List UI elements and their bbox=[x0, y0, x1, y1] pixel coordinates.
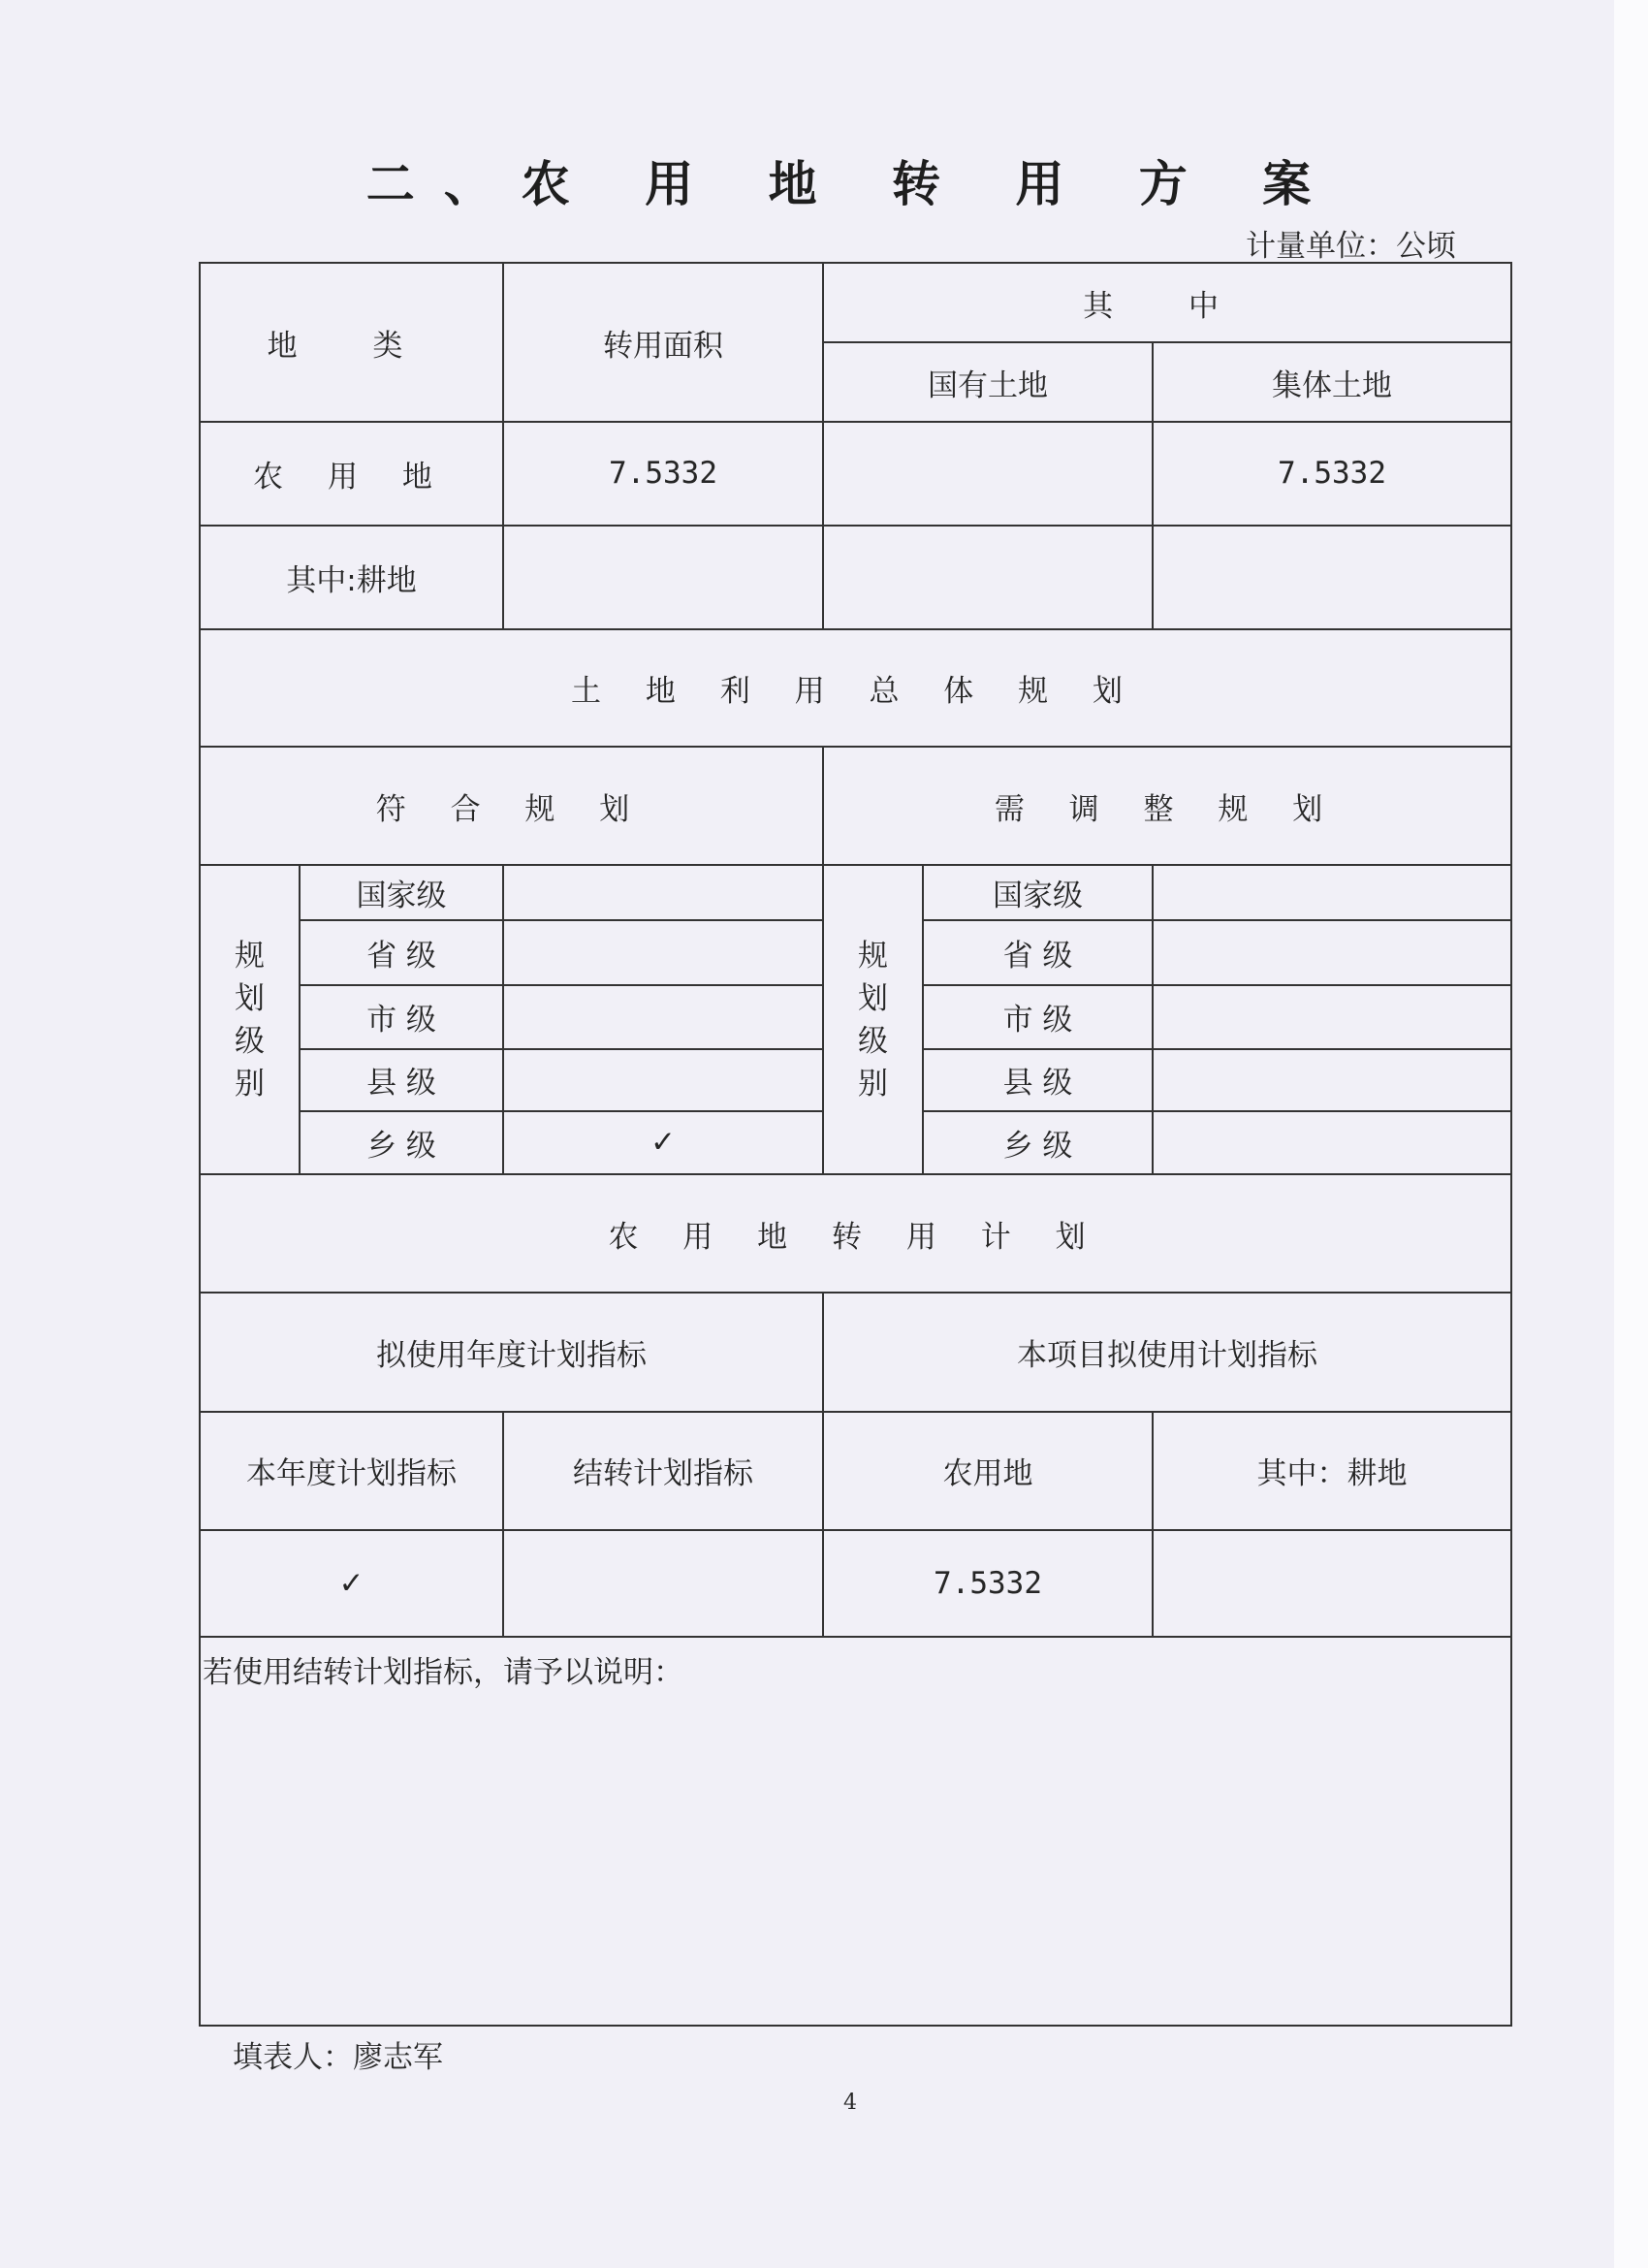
cultivated-conversion-area bbox=[503, 526, 823, 629]
agricultural-state-land bbox=[823, 422, 1153, 525]
carry-over-indicator-value bbox=[503, 1530, 823, 1637]
adjust-level-national: 国家级 bbox=[923, 865, 1153, 920]
adjust-level-township: 乡 级 bbox=[923, 1111, 1153, 1174]
header-row-1 bbox=[200, 263, 1511, 342]
adjust-mark-provincial bbox=[1153, 920, 1511, 984]
agricultural-collective-land: 7.5332 bbox=[1153, 422, 1511, 525]
agricultural-land-label: 农 用 地 bbox=[200, 422, 503, 525]
conforms-level-label: 规 划 级 别 bbox=[200, 865, 300, 1174]
project-agricultural-value: 7.5332 bbox=[823, 1530, 1153, 1637]
conforms-mark-provincial bbox=[503, 920, 823, 984]
note-row bbox=[200, 1637, 1511, 2026]
carry-over-note bbox=[200, 1637, 1511, 2026]
land-use-plan-heading-row bbox=[200, 629, 1511, 747]
this-year-indicator-label: 本年度计划指标 bbox=[200, 1412, 503, 1530]
document-title: 二、农 用 地 转 用 方 案 bbox=[365, 156, 1341, 212]
conforms-plan-heading: 符 合 规 划 bbox=[200, 747, 823, 865]
header-land-type: 地 类 bbox=[200, 263, 503, 422]
project-indicator-heading: 本项目拟使用计划指标 bbox=[823, 1293, 1511, 1411]
header-collective-land: 集体土地 bbox=[1153, 342, 1511, 422]
conforms-mark-county bbox=[503, 1049, 823, 1111]
adjust-level-provincial: 省 级 bbox=[923, 920, 1153, 984]
land-use-plan-heading: 土 地 利 用 总 体 规 划 bbox=[200, 629, 1511, 747]
agricultural-conversion-area: 7.5332 bbox=[503, 422, 823, 525]
conforms-level-national: 国家级 bbox=[300, 865, 503, 920]
cultivated-state-land bbox=[823, 526, 1153, 629]
adjust-mark-city bbox=[1153, 985, 1511, 1049]
conforms-mark-national bbox=[503, 865, 823, 920]
row-agricultural-land bbox=[200, 422, 1511, 525]
indicator-subheading-row bbox=[200, 1412, 1511, 1530]
conversion-plan-heading-row bbox=[200, 1174, 1511, 1293]
adjust-level-label: 规 划 级 别 bbox=[823, 865, 923, 1174]
row-cultivated-land bbox=[200, 526, 1511, 629]
project-cultivated-label: 其中：耕地 bbox=[1153, 1412, 1511, 1530]
conforms-level-township: 乡 级 bbox=[300, 1111, 503, 1174]
unit-label: 计量单位：公顷 bbox=[1246, 229, 1456, 264]
conforms-level-county: 县 级 bbox=[300, 1049, 503, 1111]
page-number: 4 bbox=[843, 2091, 857, 2115]
adjust-mark-national bbox=[1153, 865, 1511, 920]
carry-over-note-label: 若使用结转计划指标，请予以说明： bbox=[203, 1655, 683, 1691]
scan-edge bbox=[1614, 0, 1648, 2268]
adjust-level-city: 市 级 bbox=[923, 985, 1153, 1049]
indicator-heading-row bbox=[200, 1293, 1511, 1411]
conforms-mark-city bbox=[503, 985, 823, 1049]
project-agricultural-label: 农用地 bbox=[823, 1412, 1153, 1530]
adjust-mark-county bbox=[1153, 1049, 1511, 1111]
header-conversion-area: 转用面积 bbox=[503, 263, 823, 422]
annual-indicator-heading: 拟使用年度计划指标 bbox=[200, 1293, 823, 1411]
header-of-which: 其 中 bbox=[823, 263, 1511, 342]
conforms-level-provincial: 省 级 bbox=[300, 920, 503, 984]
plan-status-row bbox=[200, 747, 1511, 865]
level-row-national bbox=[200, 865, 1511, 920]
carry-over-indicator-label: 结转计划指标 bbox=[503, 1412, 823, 1530]
cultivated-land-label: 其中:耕地 bbox=[200, 526, 503, 629]
indicator-value-row bbox=[200, 1530, 1511, 1637]
project-cultivated-value bbox=[1153, 1530, 1511, 1637]
cultivated-collective-land bbox=[1153, 526, 1511, 629]
form-filler: 填表人：廖志军 bbox=[233, 2040, 443, 2075]
conforms-level-city: 市 级 bbox=[300, 985, 503, 1049]
conversion-plan-heading: 农 用 地 转 用 计 划 bbox=[200, 1174, 1511, 1293]
conversion-form-table bbox=[199, 262, 1512, 2027]
conforms-mark-township: ✓ bbox=[503, 1111, 823, 1174]
this-year-indicator-value: ✓ bbox=[200, 1530, 503, 1637]
needs-adjustment-heading: 需 调 整 规 划 bbox=[823, 747, 1511, 865]
adjust-level-county: 县 级 bbox=[923, 1049, 1153, 1111]
header-state-land: 国有土地 bbox=[823, 342, 1153, 422]
adjust-mark-township bbox=[1153, 1111, 1511, 1174]
